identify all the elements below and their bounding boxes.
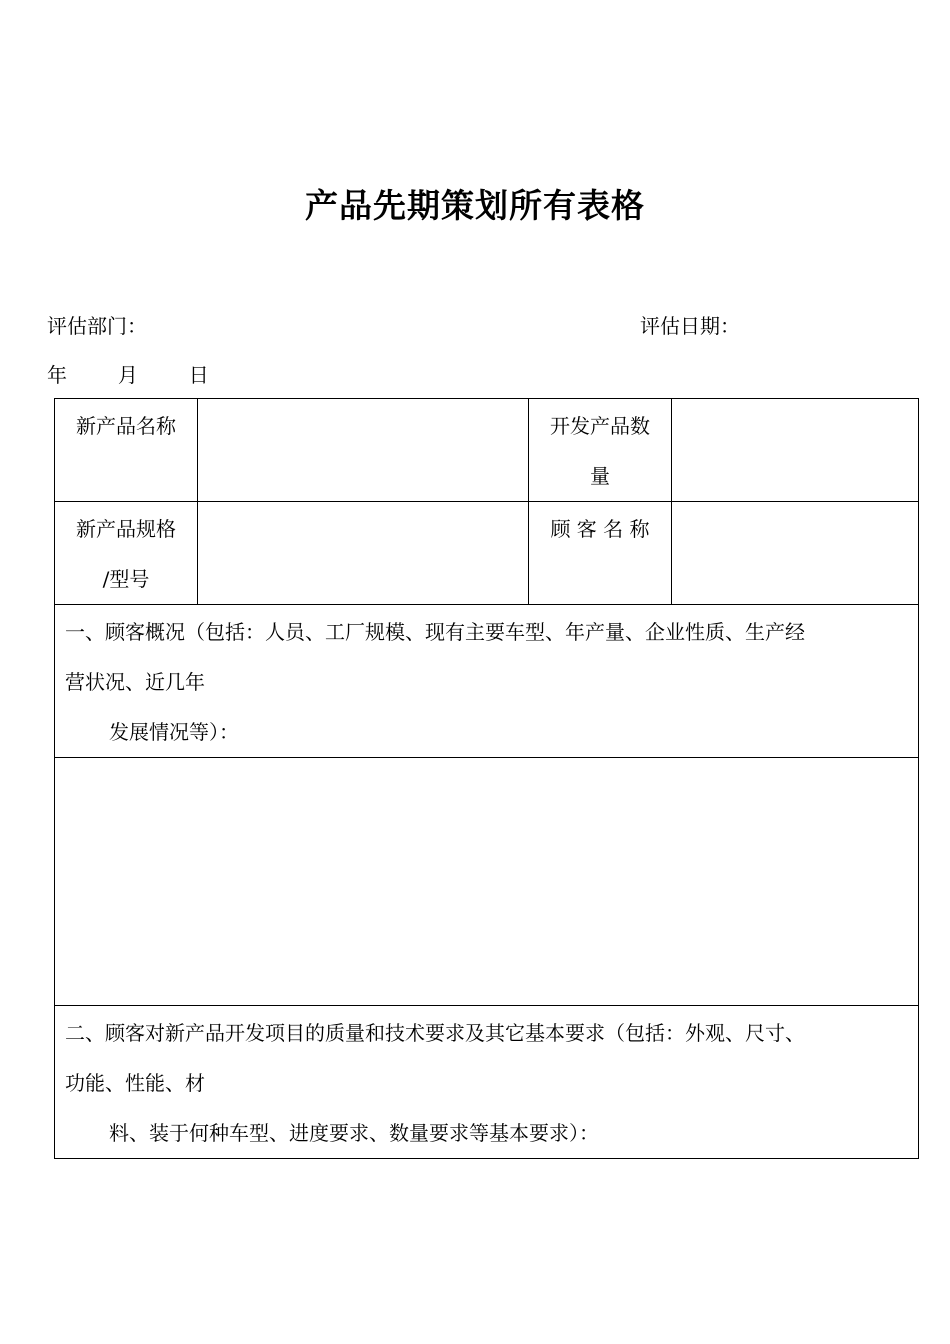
product-name-label-cell xyxy=(55,399,198,502)
product-spec-label-cell xyxy=(55,502,198,605)
product-spec-label-line2: /型号 xyxy=(102,567,150,591)
section1-heading-line2: 营状况、近几年 xyxy=(65,670,205,694)
product-qty-field[interactable] xyxy=(672,399,919,502)
evaluation-form-table xyxy=(54,398,919,1159)
table-row xyxy=(55,605,919,758)
table-row xyxy=(55,1006,919,1159)
table-row xyxy=(55,758,919,1006)
product-qty-label-line1: 开发产品数 xyxy=(550,414,650,438)
product-name-field[interactable] xyxy=(198,399,529,502)
product-qty-label-cell xyxy=(529,399,672,502)
section2-heading-line1: 二、顾客对新产品开发项目的质量和技术要求及其它基本要求（包括：外观、尺寸、 xyxy=(65,1021,805,1045)
product-spec-label-line1: 新产品规格 xyxy=(76,517,176,541)
customer-name-label: 顾 客 名 称 xyxy=(550,517,650,541)
date-label: 评估日期： xyxy=(640,314,740,338)
section1-heading-line3: 发展情况等）： xyxy=(109,720,239,744)
section1-content-field[interactable] xyxy=(55,758,919,1006)
dept-label: 评估部门： xyxy=(47,314,147,338)
section2-heading-cell xyxy=(55,1006,919,1159)
section2-heading-line2: 功能、性能、材 xyxy=(65,1071,205,1095)
product-spec-field[interactable] xyxy=(198,502,529,605)
section2-heading-line3: 料、装于何种车型、进度要求、数量要求等基本要求）： xyxy=(109,1121,599,1145)
date-line: 年 月 日 xyxy=(47,363,209,387)
customer-name-field[interactable] xyxy=(672,502,919,605)
section1-heading-cell xyxy=(55,605,919,758)
table-row xyxy=(55,502,919,605)
customer-name-label-cell xyxy=(529,502,672,605)
section1-heading-line1: 一、顾客概况（包括：人员、工厂规模、现有主要车型、年产量、企业性质、生产经 xyxy=(65,620,805,644)
table-row xyxy=(55,399,919,502)
page-title: 产品先期策划所有表格 xyxy=(305,186,645,225)
product-name-label: 新产品名称 xyxy=(76,414,176,438)
product-qty-label-line2: 量 xyxy=(590,464,610,488)
